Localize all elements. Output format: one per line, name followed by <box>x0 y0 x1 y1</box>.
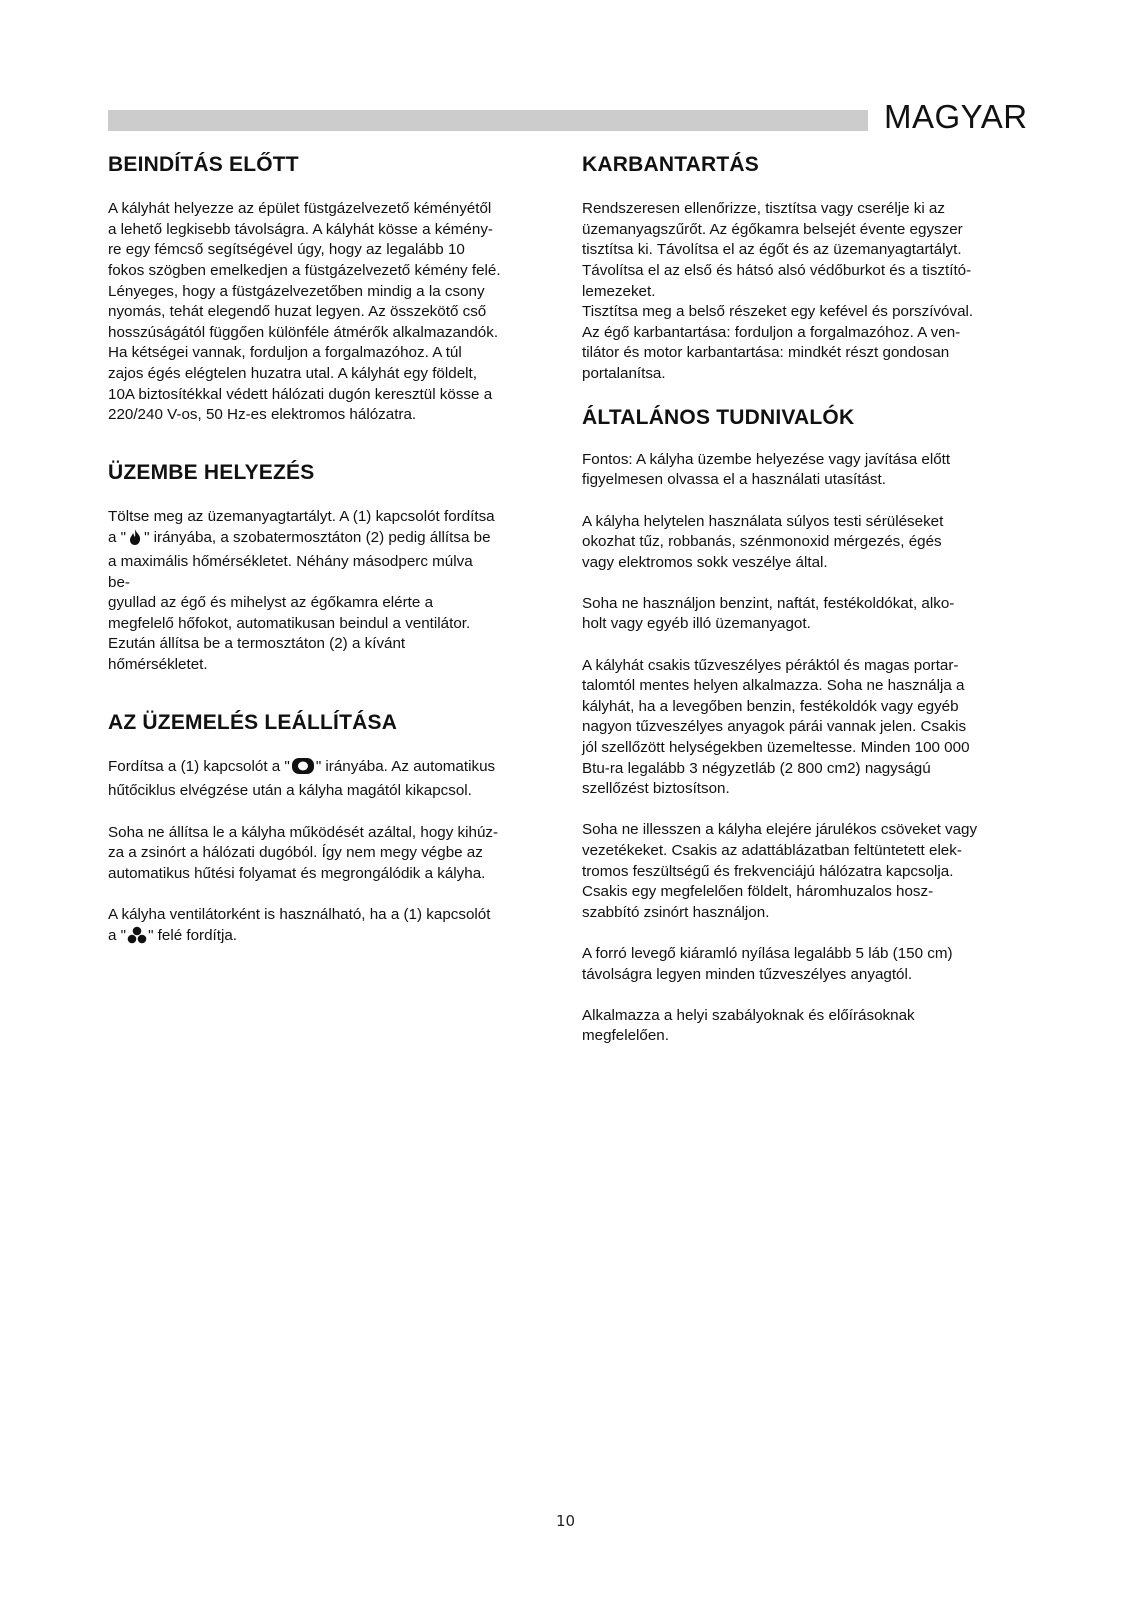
section-heading-before-start: BEINDÍTÁS ELŐTT <box>108 153 299 176</box>
text-line: Tisztítsa meg a belső részeket egy kefével és porszívóval. <box>582 303 974 321</box>
page-number: 10 <box>555 1512 576 1530</box>
text-line: fokos szögben emelkedjen a füstgázelvezető kémény felé. <box>108 261 501 279</box>
off-switch-icon <box>291 757 315 782</box>
text-line: A kályha ventilátorként is használható, ha a (1) kapcsolót <box>108 906 491 923</box>
text-line: zajos égés elégtelen huzatra utal. A kályhát egy földelt, <box>108 364 477 382</box>
text-line: portalanítsa. <box>582 364 666 382</box>
text-line <box>108 926 558 951</box>
text-line: a maximális hőmérsékletet. Néhány másodperc múlva <box>108 553 473 571</box>
paragraph <box>582 512 1032 574</box>
stopping-operation-text <box>108 757 558 950</box>
text-fragment: " irányába, a szobatermosztáton (2) pedig állítsa be <box>144 528 491 546</box>
text-line: gyullad az égő és mihelyst az égőkamra elérte a <box>108 594 434 612</box>
text-line: szellőzést biztosítson. <box>582 780 730 798</box>
text-line: vagy elektromos sokk veszélye által. <box>582 553 828 571</box>
text-line: megfelelő hőfokot, automatikusan beindul a ventilátor. <box>108 614 471 632</box>
text-line: a lehető legkisebb távolságra. A kályhát kösse a kémény- <box>108 220 493 238</box>
paragraph <box>582 594 1032 635</box>
text-line: Rendszeresen ellenőrizze, tisztítsa vagy cserélje ki az <box>582 200 945 218</box>
text-line: okozhat tűz, robbanás, szénmonoxid mérgezés, égés <box>582 533 942 551</box>
text-line: nagyon tűzveszélyes anyagok párái vannak jelen. Csakis <box>582 718 967 736</box>
header-bar <box>108 110 868 131</box>
section-heading-maintenance: KARBANTARTÁS <box>582 153 759 176</box>
text-line: Távolítsa el az első és hátsó alsó védőburkot és a tisztító- <box>582 261 972 279</box>
fan-icon <box>127 926 147 951</box>
text-line: 10A biztosítékkal védett hálózati dugón keresztül kösse a <box>108 385 493 403</box>
text-line: üzemanyagszűrőt. Az égőkamra belsejét évente egyszer <box>582 220 963 238</box>
putting-into-operation-text <box>108 507 558 676</box>
text-line: re egy fémcső segítségével úgy, hogy az legalább 10 <box>108 241 465 259</box>
paragraph <box>582 1006 1032 1047</box>
text-line: tilátor és motor karbantartása: mindkét részt gondosan <box>582 344 950 362</box>
text-line: hőmérsékletet. <box>108 656 208 674</box>
text-line: Töltse meg az üzemanyagtartályt. A (1) kapcsolót fordítsa <box>108 507 495 525</box>
text-line: Btu-ra legalább 3 négyzetláb (2 800 cm2) nagyságú <box>582 759 931 777</box>
text-fragment: a " <box>108 528 127 546</box>
text-line: Az égő karbantartása: forduljon a forgalmazóhoz. A ven- <box>582 323 961 341</box>
paragraph <box>582 450 1032 491</box>
text-line: Lényeges, hogy a füstgázelvezetőben mindig a la csony <box>108 282 485 300</box>
text-line: nyomás, tehát elegendő huzat legyen. Az összekötő cső <box>108 303 487 321</box>
text-line <box>108 528 558 553</box>
text-line: A kályhát helyezze az épület füstgázelvezető kéményétől <box>108 200 492 218</box>
text-line: szabbító zsinórt használjon. <box>582 903 770 921</box>
text-line: jól szellőzött helységekben üzemeltesse. Minden 100 000 <box>582 739 970 757</box>
before-start-text <box>108 199 558 426</box>
text-line: tromos feszültségű és frekvenciájú hálózatra kapcsolja. <box>582 862 954 880</box>
text-line: za a zsinórt a hálózati dugóból. Így nem megy végbe az <box>108 844 483 862</box>
text-line: Soha ne állítsa le a kályha működését azáltal, hogy kihúz- <box>108 823 499 841</box>
maintenance-text <box>582 199 1032 384</box>
text-line: holt vagy egyéb illó üzemanyagot. <box>582 615 811 633</box>
section-heading-putting-into-operation: ÜZEMBE HELYEZÉS <box>108 460 315 484</box>
text-line: A forró levegő kiáramló nyílása legalább 5 láb (150 cm) <box>582 944 953 962</box>
text-line: figyelmesen olvassa el a használati utasítást. <box>582 471 886 489</box>
text-line: A kályha helytelen használata súlyos testi sérüléseket <box>582 512 944 530</box>
section-heading-general-information: ÁLTALÁNOS TUDNIVALÓK <box>582 405 855 429</box>
text-line: be- <box>108 573 130 591</box>
language-label: MAGYAR <box>884 98 1028 135</box>
text-line: Ezután állítsa be a termosztáton (2) a kívánt <box>108 635 406 653</box>
text-line: 220/240 V-os, 50 Hz-es elektromos hálózatra. <box>108 406 417 424</box>
text-line: Fontos: A kályha üzembe helyezése vagy javítása előtt <box>582 450 951 468</box>
text-line: automatikus hűtési folyamat és megrongálódik a kályha. <box>108 864 486 882</box>
general-information-text <box>582 450 1032 1047</box>
flame-icon <box>127 528 143 553</box>
text-line: tisztítsa ki. Távolítsa el az égőt és az üzemanyagtartályt. <box>582 241 962 259</box>
text-line: megfelelően. <box>582 1027 669 1045</box>
text-line: talomtól mentes helyen alkalmazza. Soha ne használja a <box>582 677 965 695</box>
text-line: kályhát, ha a levegőben benzin, festékoldók vagy egyéb <box>582 697 959 715</box>
text-line: Ha kétségei vannak, forduljon a forgalmazóhoz. A túl <box>108 344 462 362</box>
text-line <box>108 757 558 782</box>
paragraph <box>582 944 1032 985</box>
text-line: A kályhát csakis tűzveszélyes péráktól és magas portar- <box>582 656 959 674</box>
right-column <box>582 152 1032 1047</box>
text-line: vezetékeket. Csakis az adattáblázatban feltüntetett elek- <box>582 842 962 859</box>
text-line: Soha ne illesszen a kályha elejére járulékos csöveket vagy <box>582 821 978 839</box>
paragraph <box>582 656 1032 800</box>
text-line: hosszúságától függően különféle átmérők alkalmazandók. <box>108 323 499 341</box>
text-line: Alkalmazza a helyi szabályoknak és előírásoknak <box>582 1006 915 1024</box>
text-fragment: " irányába. Az automatikus <box>315 757 496 775</box>
text-line: hűtőciklus elvégzése után a kályha magától kikapcsol. <box>108 782 472 800</box>
text-line: Csakis egy megfelelően földelt, háromhuzalos hosz- <box>582 883 934 901</box>
section-heading-stopping-operation: AZ ÜZEMELÉS LEÁLLÍTÁSA <box>108 710 398 734</box>
left-column <box>108 152 558 950</box>
text-fragment: a " <box>108 926 127 944</box>
text-line: Soha ne használjon benzint, naftát, festékoldókat, alko- <box>582 594 955 612</box>
text-fragment: " felé fordítja. <box>148 926 238 944</box>
text-fragment: Fordítsa a (1) kapcsolót a " <box>108 757 290 775</box>
text-line: távolságra legyen minden tűzveszélyes anyagtól. <box>582 965 913 983</box>
text-line: lemezeket. <box>582 282 656 300</box>
paragraph <box>582 820 1032 923</box>
